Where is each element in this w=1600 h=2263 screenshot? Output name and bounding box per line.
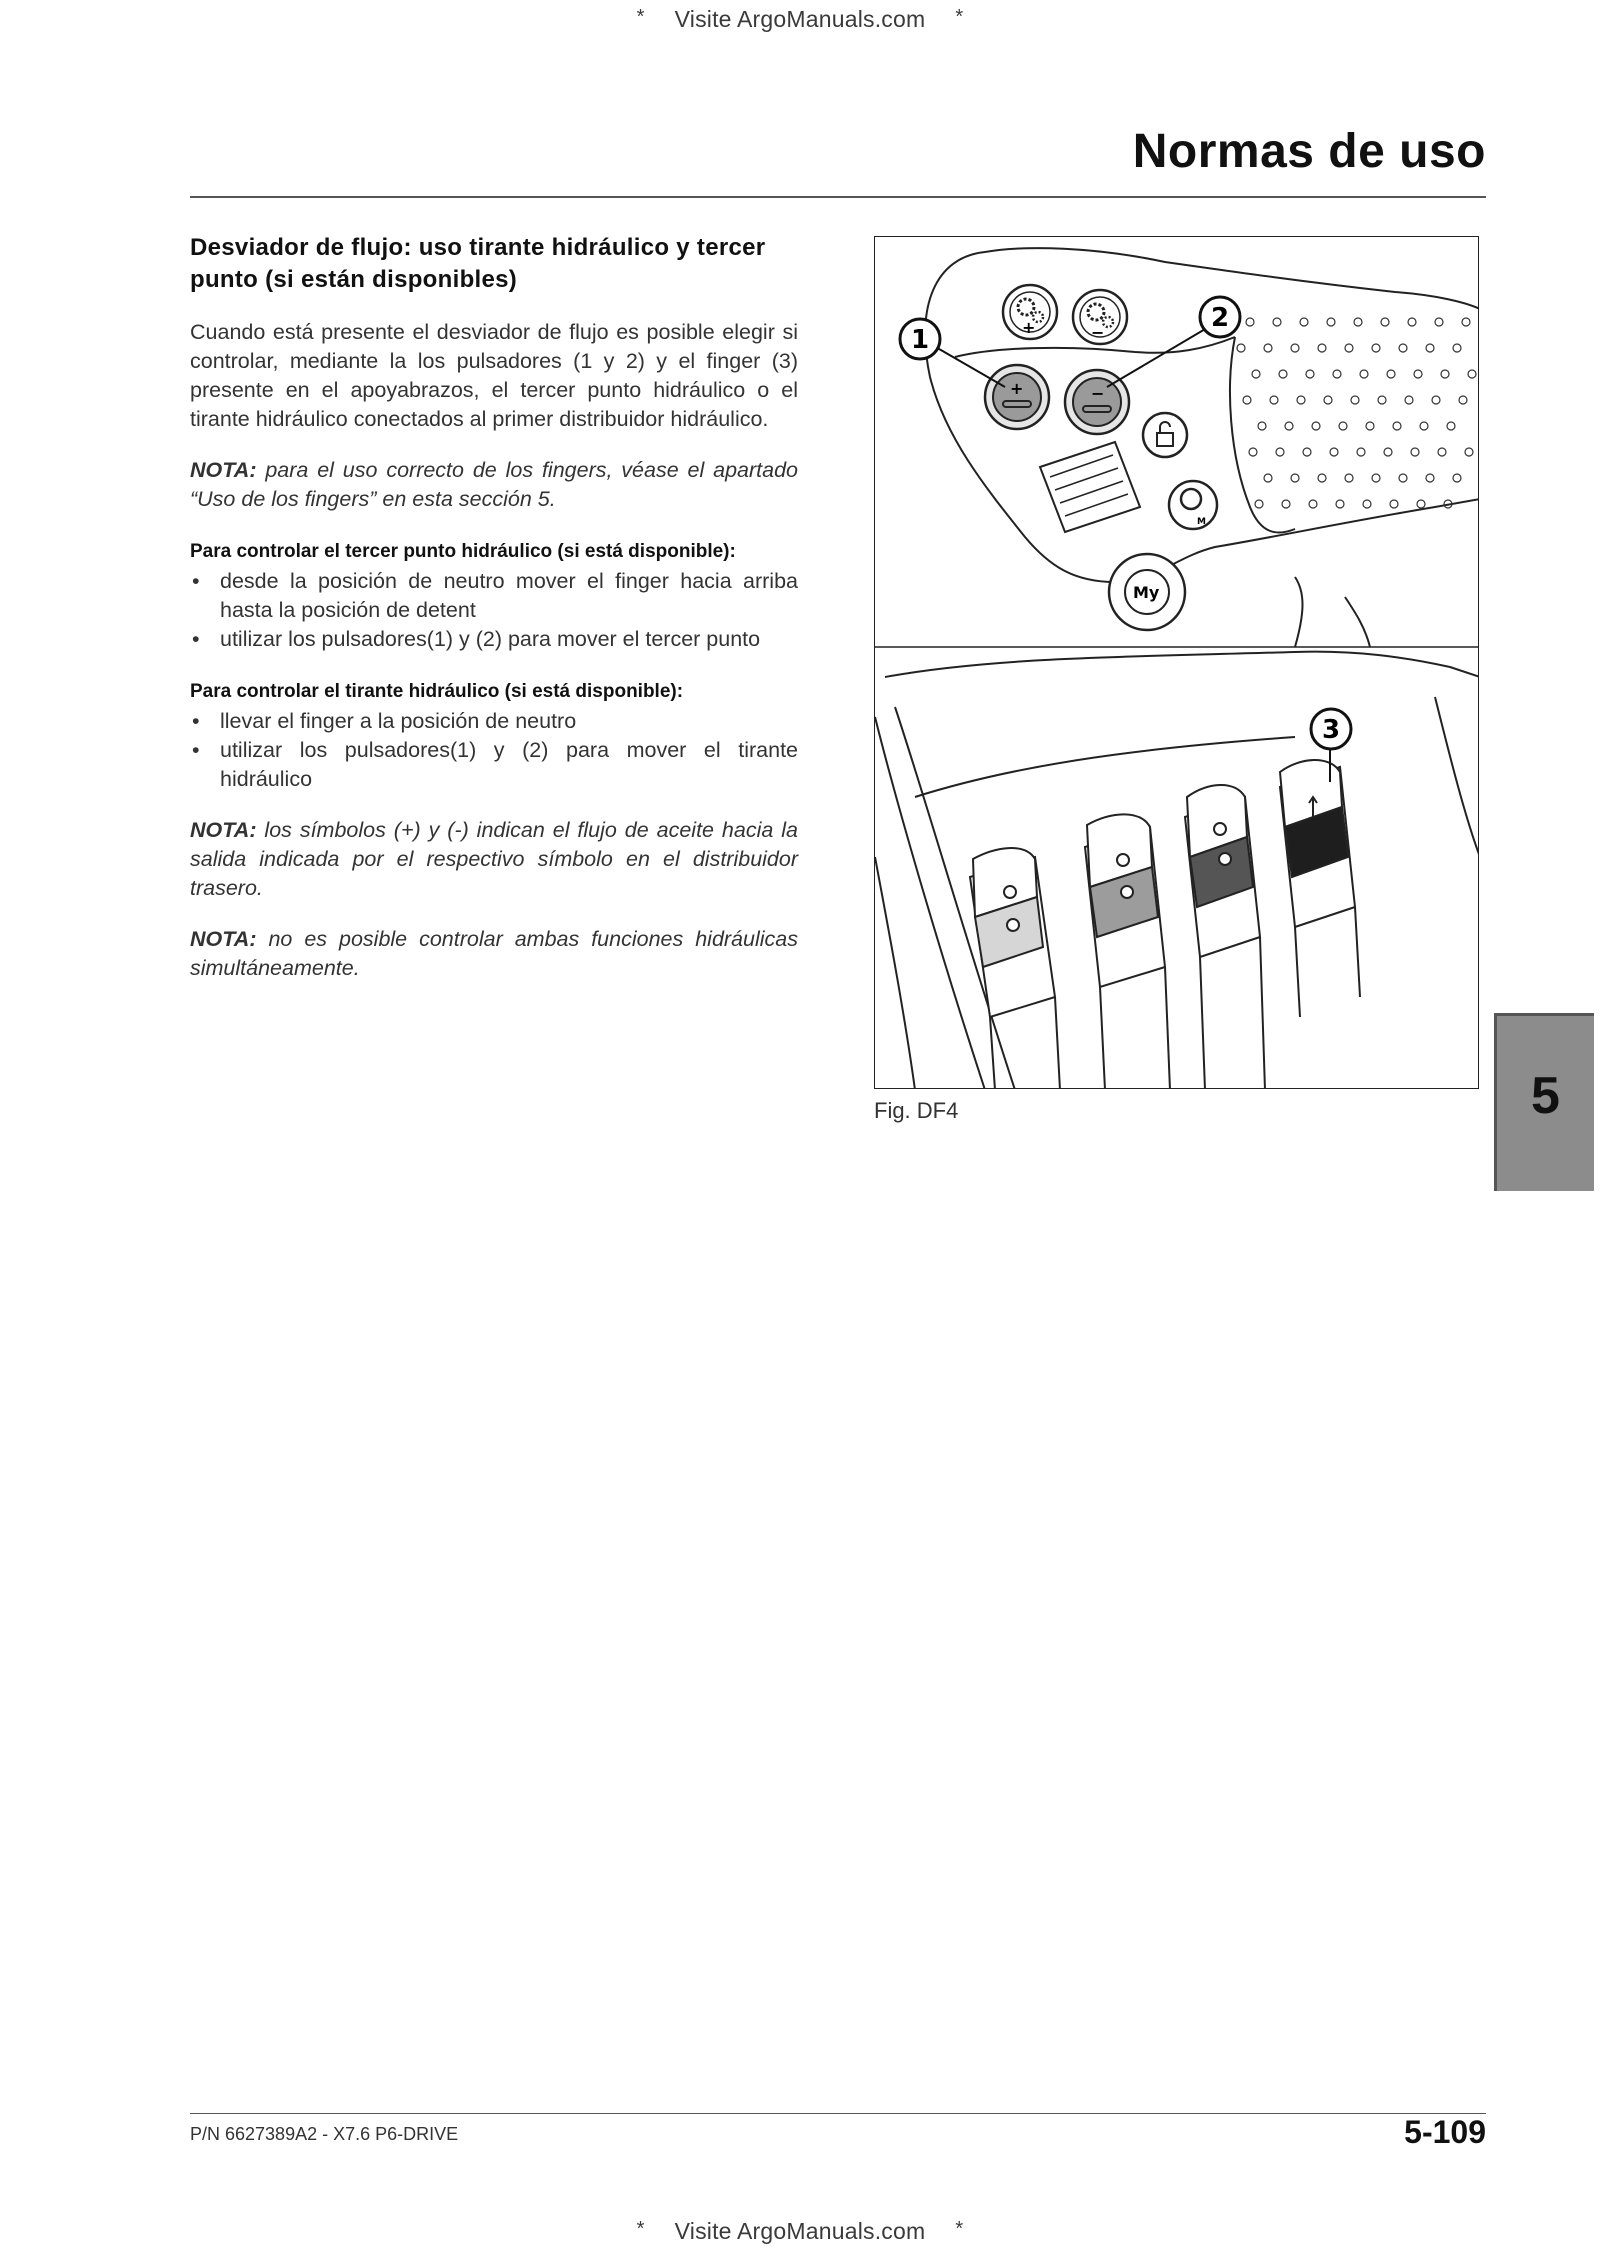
- intro-paragraph: Cuando está presente el desviador de flujo es posible elegir si controlar, mediante la los pulsadores (1 y 2) y el finger (3) presente en el apoyabrazos, el tercer punto hidráulico o el tirante hidráulico conectados al primer distribuidor hidráulico.: [190, 320, 798, 431]
- figure-caption: Fig. DF4: [874, 1098, 959, 1123]
- list-item-text: llevar el finger a la posición de neutro: [220, 709, 577, 733]
- list-item-text: desde la posición de neutro mover el finger hacia arriba hasta la posición de detent: [220, 569, 798, 622]
- page-title: Normas de uso: [1132, 125, 1486, 178]
- header-rule: [190, 196, 1486, 198]
- callout-1-label: 1: [910, 325, 930, 355]
- finger-lever-4-highlighted[interactable]: [1280, 760, 1360, 1017]
- watermark-top: [0, 6, 1600, 33]
- mode-m-button[interactable]: [1169, 481, 1217, 529]
- perforation-dots: [1237, 318, 1476, 508]
- section-heading: Desviador de flujo: uso tirante hidráulico y tercer punto (si están disponibles): [190, 234, 766, 293]
- note-label: NOTA:: [190, 818, 257, 842]
- note-simultaneous: [190, 925, 798, 983]
- footer-part-number: P/N 6627389A2 - X7.6 P6-DRIVE: [190, 2124, 459, 2144]
- list-item: • utilizar los pulsadores(1) y (2) para mover el tirante hidráulico: [192, 738, 798, 791]
- note-text: no es posible controlar ambas funciones hidráulicas simultáneamente.: [190, 927, 798, 980]
- callout-1: [900, 319, 1005, 387]
- footer-rule: [190, 2113, 1486, 2114]
- gear-plus-sign: +: [1022, 318, 1036, 337]
- watermark-star: *: [636, 6, 645, 28]
- my-label: My: [1133, 583, 1160, 602]
- gear-plus-icon: [1003, 285, 1057, 339]
- gear-minus-icon: [1073, 290, 1127, 344]
- armrest-illustration: [875, 237, 1479, 1089]
- note-label: NOTA:: [190, 458, 257, 482]
- list-item: • llevar el finger a la posición de neutro: [192, 709, 577, 733]
- list-item-text: utilizar los pulsadores(1) y (2) para mover el tercer punto: [220, 627, 761, 651]
- watermark-star: *: [955, 6, 964, 28]
- main-text-column: [190, 232, 798, 1005]
- watermark-bottom: [0, 2218, 1600, 2245]
- watermark-text[interactable]: Visite ArgoManuals.com: [674, 6, 926, 32]
- button-plus-sign: +: [1010, 379, 1024, 398]
- third-point-list: [190, 567, 798, 654]
- watermark-star: *: [955, 2218, 964, 2240]
- list-item-text: utilizar los pulsadores(1) y (2) para mover el tirante hidráulico: [220, 738, 798, 791]
- finger-lever-3[interactable]: [1185, 785, 1265, 1089]
- lock-button-icon[interactable]: [1143, 413, 1187, 457]
- gear-minus-sign: −: [1091, 323, 1105, 342]
- button-1-plus[interactable]: [985, 365, 1049, 429]
- thumbwheel-control[interactable]: [1040, 442, 1140, 532]
- callout-3-label: 3: [1321, 715, 1341, 745]
- section-tab-label: 5: [1531, 1067, 1560, 1125]
- note-text: los símbolos (+) y (-) indican el flujo de aceite hacia la salida indicada por el respectivo símbolo en el distribuidor trasero.: [190, 818, 798, 900]
- figure-df4: [874, 236, 1479, 1089]
- watermark-star: *: [636, 2218, 645, 2240]
- watermark-text[interactable]: Visite ArgoManuals.com: [674, 2218, 926, 2244]
- note-label: NOTA:: [190, 927, 257, 951]
- section-tab[interactable]: [1494, 1013, 1594, 1191]
- finger-lever-2[interactable]: [1085, 814, 1170, 1089]
- button-minus-sign: −: [1091, 384, 1105, 403]
- note-symbols: [190, 816, 798, 903]
- callout-2-label: 2: [1210, 303, 1230, 333]
- note-text: para el uso correcto de los fingers, véase el apartado “Uso de los fingers” en esta sección 5.: [190, 458, 798, 511]
- note-fingers: [190, 456, 798, 514]
- armrest-tray: [875, 652, 1479, 1089]
- list-item: • utilizar los pulsadores(1) y (2) para mover el tercer punto: [192, 627, 761, 651]
- finger-lever-1[interactable]: [970, 848, 1060, 1089]
- tie-rod-list: [190, 707, 798, 794]
- mode-m-label: M: [1197, 517, 1206, 527]
- third-point-heading: Para controlar el tercer punto hidráulico (si está disponible):: [190, 541, 736, 562]
- my-dial[interactable]: [1109, 554, 1185, 630]
- tie-rod-heading: Para controlar el tirante hidráulico (si está disponible):: [190, 681, 684, 702]
- page-number: 5-109: [1404, 2114, 1486, 2150]
- list-item: • desde la posición de neutro mover el finger hacia arriba hasta la posición de detent: [192, 569, 798, 622]
